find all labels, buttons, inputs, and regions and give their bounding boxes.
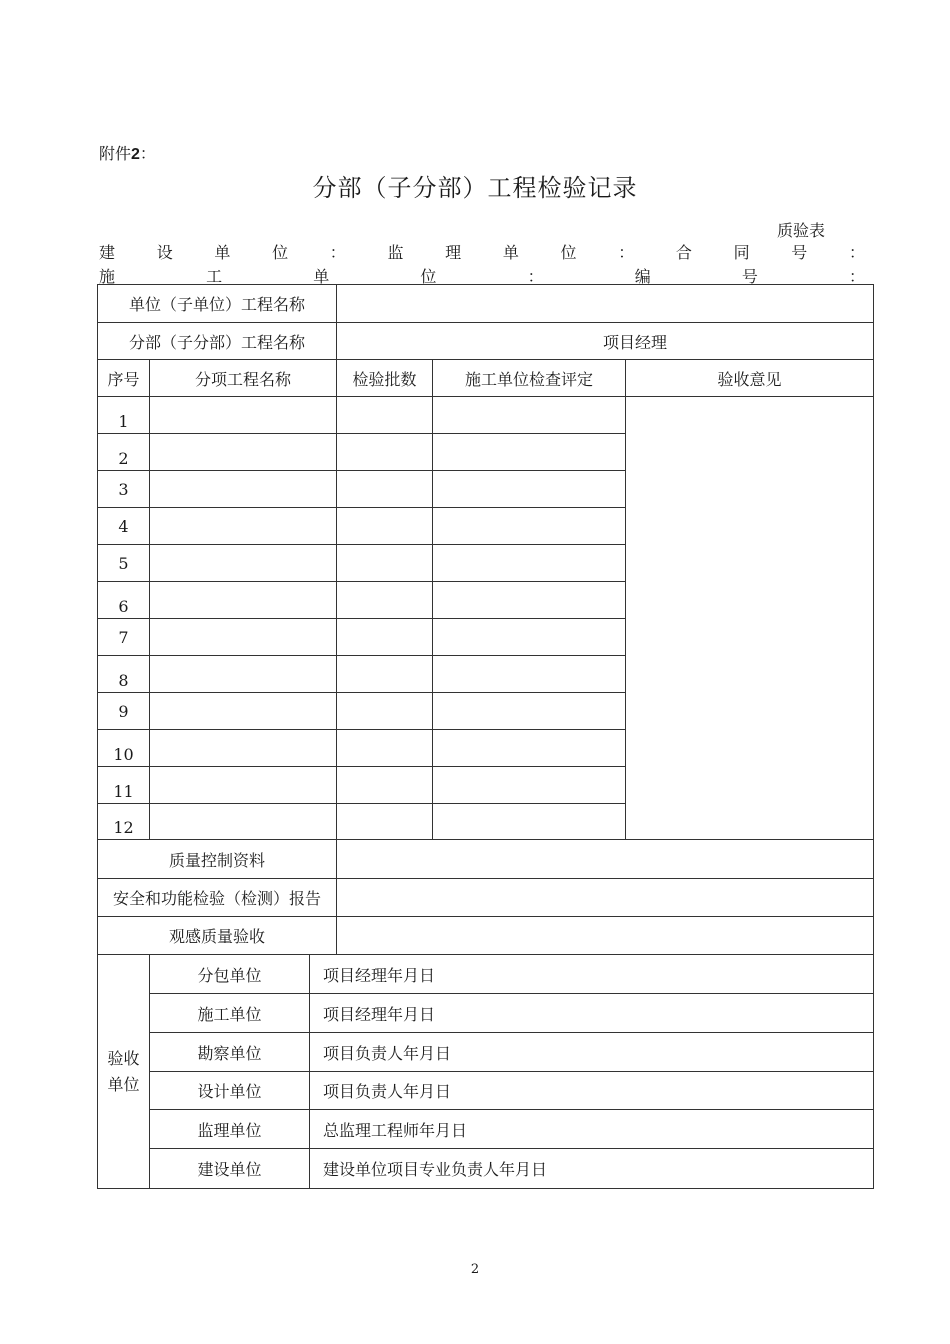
contractor-eval-cell[interactable] — [433, 730, 626, 767]
row-number: 4 — [98, 508, 150, 545]
contractor-eval-cell[interactable] — [433, 434, 626, 471]
row-number: 12 — [98, 804, 150, 840]
unit-name: 设计单位 — [150, 1072, 310, 1110]
contractor-eval-cell[interactable] — [433, 804, 626, 840]
form-number: 质验表 — [777, 221, 826, 240]
contractor-eval-cell[interactable] — [433, 471, 626, 508]
batch-count-cell[interactable] — [337, 471, 433, 508]
appearance-row — [98, 917, 874, 955]
unit-signature[interactable]: 项目经理年月日 — [310, 955, 874, 994]
unit-signature[interactable]: 项目负责人年月日 — [310, 1072, 874, 1110]
row-number: 3 — [98, 471, 150, 508]
contractor-eval-cell[interactable] — [433, 397, 626, 434]
quality-docs-row — [98, 840, 874, 879]
batch-count-cell[interactable] — [337, 804, 433, 840]
batch-count-cell[interactable] — [337, 545, 433, 582]
row-number: 11 — [98, 767, 150, 804]
header-seq: 序号 — [98, 360, 150, 397]
safety-report-row — [98, 879, 874, 917]
unit-name: 分包单位 — [150, 955, 310, 994]
attachment-label: 附件2： — [99, 144, 156, 163]
unit-project-value[interactable] — [337, 285, 874, 323]
unit-project-row — [98, 285, 874, 323]
row-number: 10 — [98, 730, 150, 767]
item-name-cell[interactable] — [150, 508, 337, 545]
item-name-cell[interactable] — [150, 619, 337, 656]
contractor-eval-cell[interactable] — [433, 767, 626, 804]
unit-project-label: 单位（子单位）工程名称 — [98, 285, 337, 323]
batch-count-cell[interactable] — [337, 730, 433, 767]
header-acceptance-opinion: 验收意见 — [626, 360, 874, 397]
unit-name: 建设单位 — [150, 1149, 310, 1189]
contractor-eval-cell[interactable] — [433, 582, 626, 619]
contractor-eval-cell[interactable] — [433, 656, 626, 693]
item-name-cell[interactable] — [150, 434, 337, 471]
appearance-label: 观感质量验收 — [98, 917, 337, 955]
item-name-cell[interactable] — [150, 397, 337, 434]
row-number: 2 — [98, 434, 150, 471]
quality-docs-value[interactable] — [337, 840, 874, 879]
acceptance-units-label: 验收单位 — [98, 955, 150, 1189]
contractor-eval-cell[interactable] — [433, 693, 626, 730]
acceptance-unit-row — [98, 1149, 874, 1189]
unit-signature[interactable]: 总监理工程师年月日 — [310, 1110, 874, 1149]
unit-name: 勘察单位 — [150, 1033, 310, 1072]
row-number: 6 — [98, 582, 150, 619]
acceptance-unit-row — [98, 955, 874, 994]
inspection-record-table — [97, 284, 874, 1189]
acceptance-unit-row — [98, 994, 874, 1033]
batch-count-cell[interactable] — [337, 693, 433, 730]
header-batch-count: 检验批数 — [337, 360, 433, 397]
row-number: 1 — [98, 397, 150, 434]
row-number: 5 — [98, 545, 150, 582]
unit-signature[interactable]: 项目经理年月日 — [310, 994, 874, 1033]
row-number: 7 — [98, 619, 150, 656]
contractor-eval-cell[interactable] — [433, 545, 626, 582]
safety-report-label: 安全和功能检验（检测）报告 — [98, 879, 337, 917]
acceptance-opinion-cell[interactable] — [626, 397, 874, 840]
page-number: 2 — [470, 1262, 480, 1277]
batch-count-cell[interactable] — [337, 619, 433, 656]
contractor-eval-cell[interactable] — [433, 508, 626, 545]
unit-signature[interactable]: 项目负责人年月日 — [310, 1033, 874, 1072]
item-name-cell[interactable] — [150, 471, 337, 508]
batch-count-cell[interactable] — [337, 582, 433, 619]
unit-signature[interactable]: 建设单位项目专业负责人年月日 — [310, 1149, 874, 1189]
batch-count-cell[interactable] — [337, 508, 433, 545]
item-name-cell[interactable] — [150, 656, 337, 693]
item-name-cell[interactable] — [150, 804, 337, 840]
header-info-line-2: 施 工 单 位 ： 编 号 ： — [99, 266, 865, 286]
unit-name: 施工单位 — [150, 994, 310, 1033]
safety-report-value[interactable] — [337, 879, 874, 917]
batch-count-cell[interactable] — [337, 656, 433, 693]
header-info-line-1: 建 设 单 位 ： 监 理 单 位 ： 合 同 号 ： — [99, 242, 865, 262]
item-name-cell[interactable] — [150, 767, 337, 804]
row-number: 8 — [98, 656, 150, 693]
batch-count-cell[interactable] — [337, 767, 433, 804]
item-name-cell[interactable] — [150, 582, 337, 619]
header-item-name: 分项工程名称 — [150, 360, 337, 397]
item-name-cell[interactable] — [150, 730, 337, 767]
appearance-value[interactable] — [337, 917, 874, 955]
unit-name: 监理单位 — [150, 1110, 310, 1149]
acceptance-unit-row — [98, 1033, 874, 1072]
header-contractor-eval: 施工单位检查评定 — [433, 360, 626, 397]
table-row — [98, 397, 874, 434]
quality-docs-label: 质量控制资料 — [98, 840, 337, 879]
header-row — [98, 360, 874, 397]
batch-count-cell[interactable] — [337, 434, 433, 471]
batch-count-cell[interactable] — [337, 397, 433, 434]
contractor-eval-cell[interactable] — [433, 619, 626, 656]
row-number: 9 — [98, 693, 150, 730]
acceptance-unit-row — [98, 1072, 874, 1110]
acceptance-unit-row — [98, 1110, 874, 1149]
item-name-cell[interactable] — [150, 693, 337, 730]
project-manager-label: 项目经理 — [337, 323, 874, 360]
item-name-cell[interactable] — [150, 545, 337, 582]
subdivision-label: 分部（子分部）工程名称 — [98, 323, 337, 360]
subdivision-row — [98, 323, 874, 360]
page-title: 分部（子分部）工程检验记录 — [312, 174, 638, 202]
